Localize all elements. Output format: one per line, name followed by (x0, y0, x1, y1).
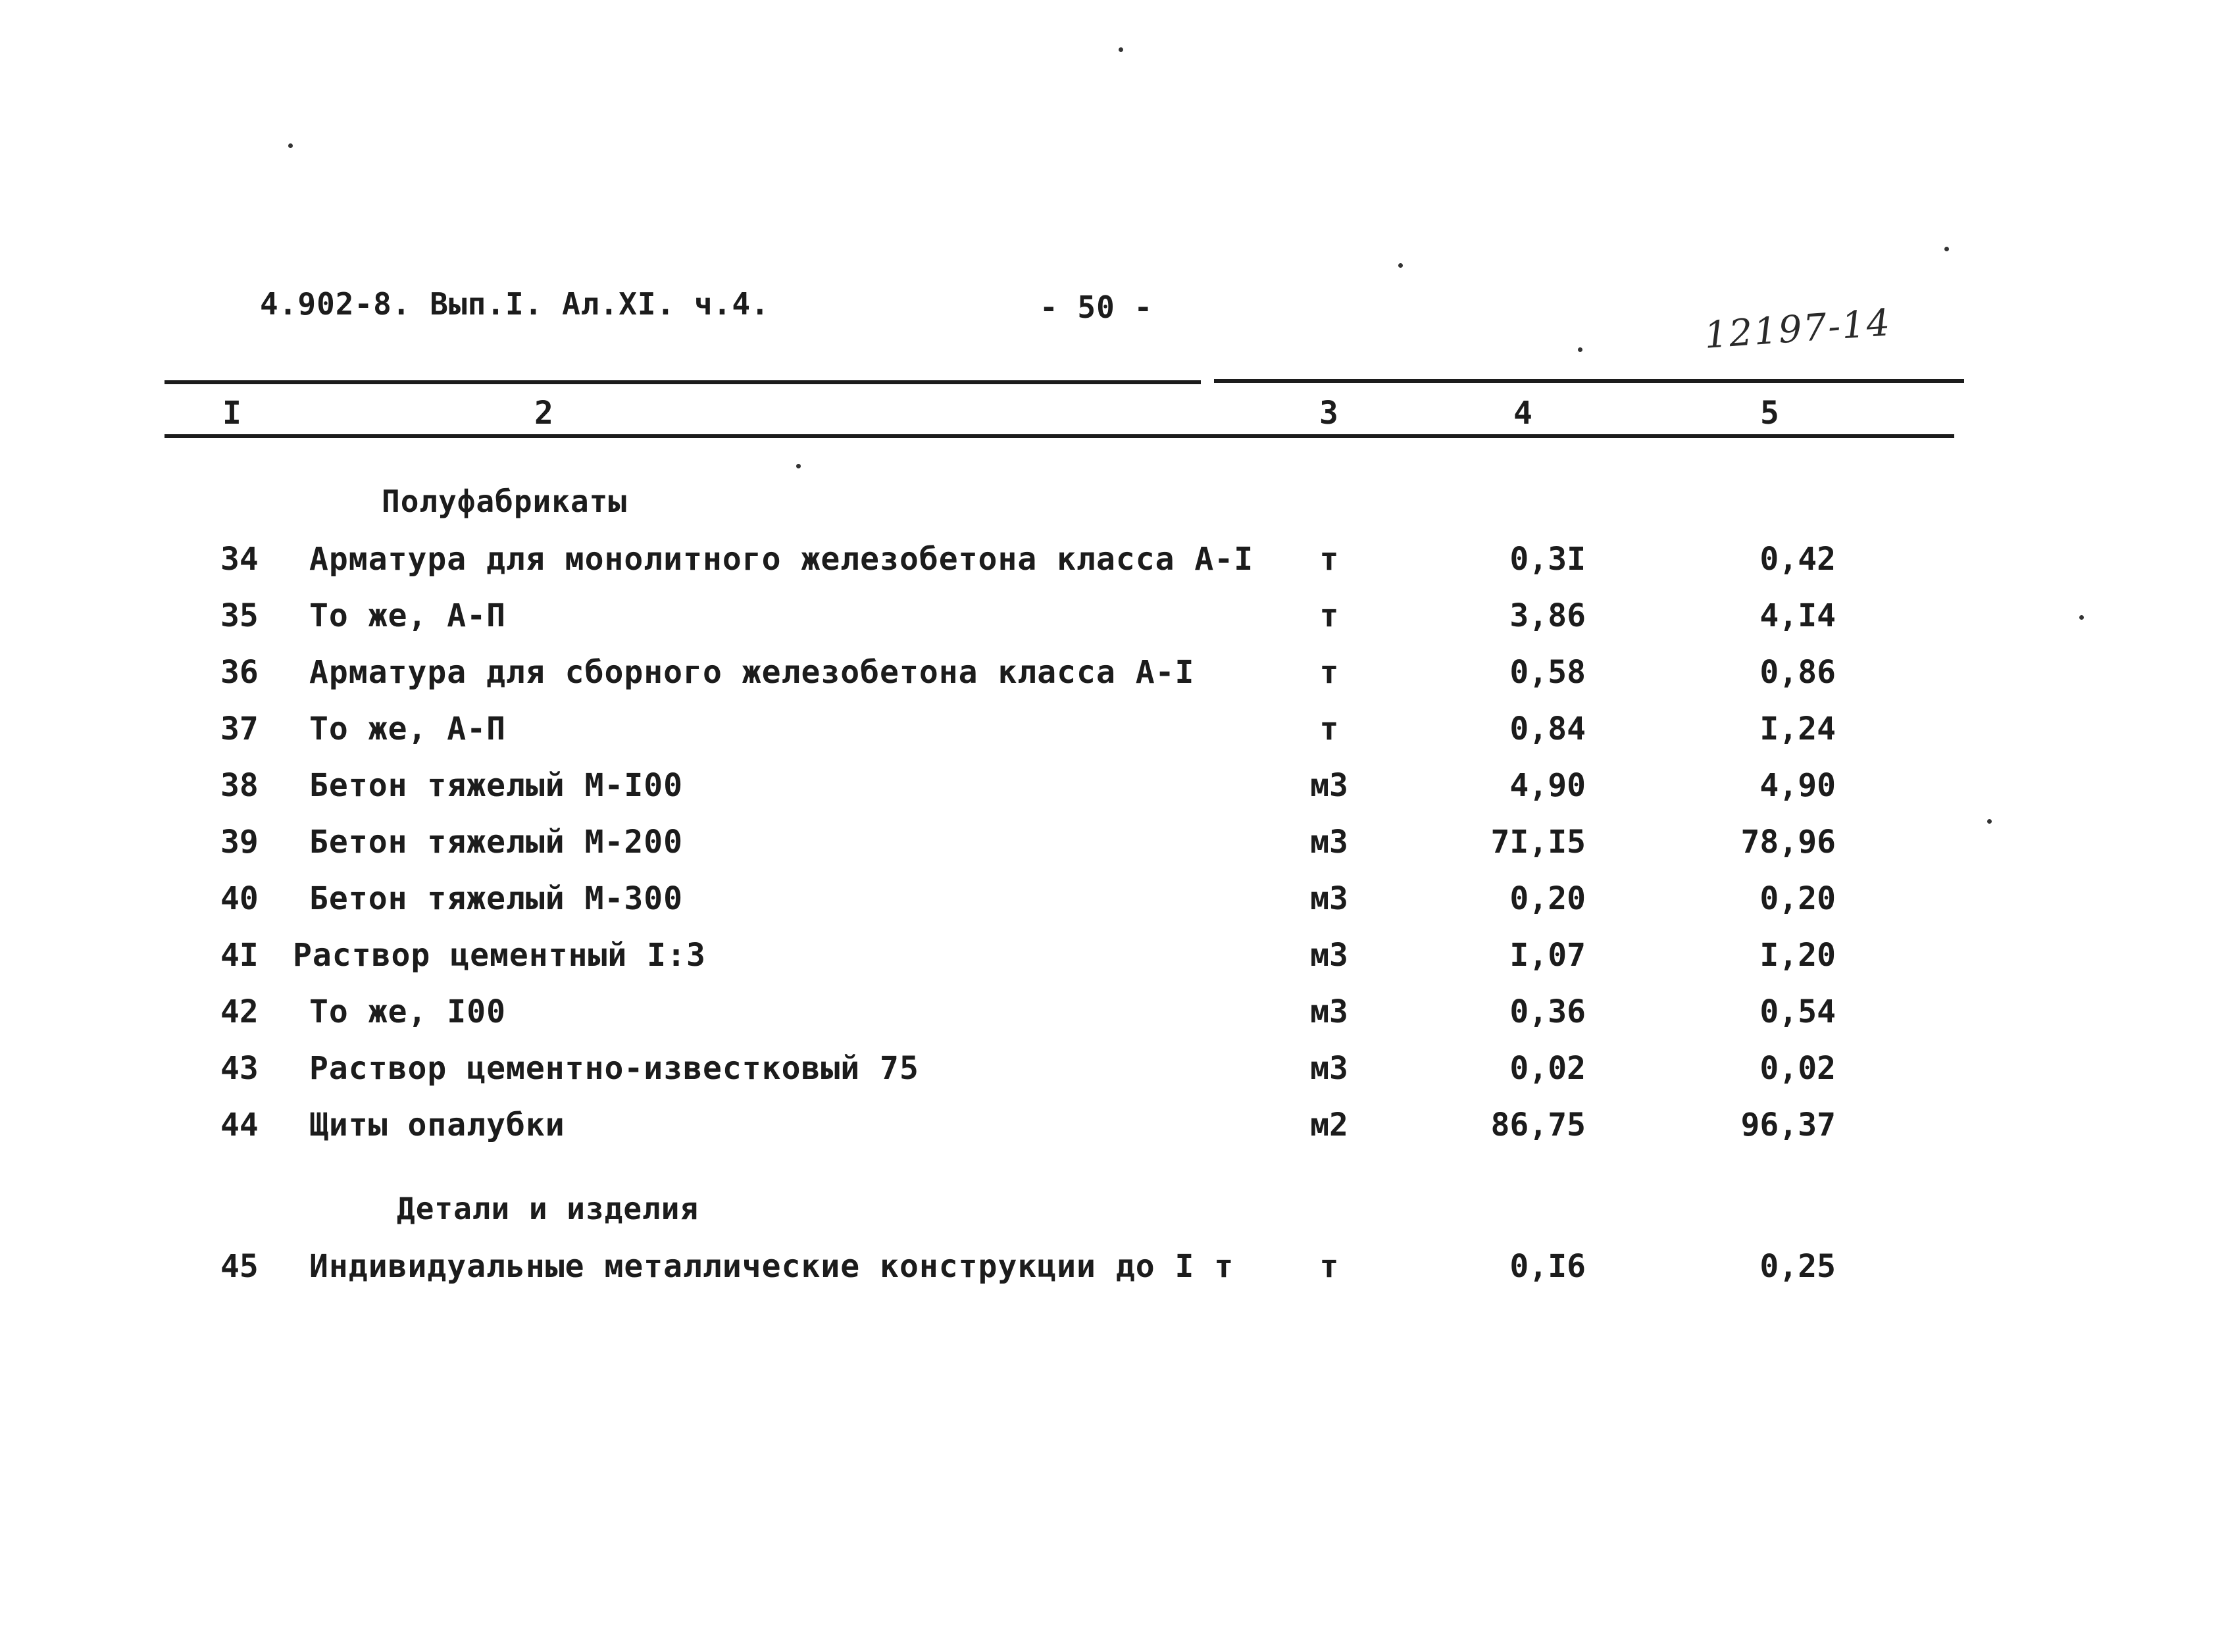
row-unit: м3 (1310, 880, 1348, 917)
table-row (0, 989, 2226, 1035)
row-value-col5: 0,25 (1759, 1248, 1836, 1285)
row-value-col5: 0,86 (1759, 654, 1836, 691)
row-unit: т (1319, 597, 1339, 634)
row-value-col5: 96,37 (1740, 1107, 1836, 1143)
row-value-col5: 78,96 (1740, 824, 1836, 861)
row-value-col4: 0,3I (1509, 541, 1586, 578)
row-name: Бетон тяжелый М-I00 (309, 767, 684, 804)
row-unit: т (1319, 711, 1339, 747)
scan-speck (2079, 615, 2084, 620)
row-number: 37 (220, 711, 259, 747)
table-row (0, 536, 2226, 582)
row-number: 42 (220, 993, 259, 1030)
row-number: 40 (220, 880, 259, 917)
row-unit: м3 (1310, 1050, 1348, 1087)
row-unit: м3 (1310, 824, 1348, 861)
table-row (0, 763, 2226, 809)
scan-speck (288, 143, 293, 148)
row-value-col4: I,07 (1509, 937, 1586, 974)
row-number: 44 (220, 1107, 259, 1143)
row-name: Бетон тяжелый М-300 (309, 880, 684, 917)
row-name: Раствор цементный I:3 (293, 937, 706, 974)
section-title-parts-and-products: Детали и изделия (397, 1191, 699, 1226)
table-row (0, 932, 2226, 978)
row-name: Индивидуальные металлические конструкции до I т (309, 1248, 1234, 1285)
scan-speck (1398, 263, 1403, 268)
row-unit: м2 (1310, 1107, 1348, 1143)
scan-speck (796, 464, 801, 468)
row-value-col5: 0,02 (1759, 1050, 1836, 1087)
row-number: 36 (220, 654, 259, 691)
table-row (0, 1243, 2226, 1289)
row-number: 45 (220, 1248, 259, 1285)
table-top-rule-left (164, 380, 1201, 384)
row-value-col5: I,24 (1759, 711, 1836, 747)
row-value-col5: 4,90 (1759, 767, 1836, 804)
row-unit: м3 (1310, 767, 1348, 804)
row-unit: т (1319, 541, 1339, 578)
row-number: 39 (220, 824, 259, 861)
table-row (0, 819, 2226, 865)
row-value-col4: 0,20 (1509, 880, 1586, 917)
column-header-5: 5 (1760, 395, 1779, 432)
scan-speck (1987, 819, 1992, 824)
row-number: 38 (220, 767, 259, 804)
row-name: Щиты опалубки (309, 1107, 565, 1143)
column-header-3: 3 (1319, 395, 1338, 432)
row-value-col5: 0,42 (1759, 541, 1836, 578)
row-name: Арматура для монолитного железобетона класса А-I (309, 541, 1254, 578)
row-number: 34 (220, 541, 259, 578)
handwritten-reference: 12197-14 (1703, 301, 1893, 357)
column-header-4: 4 (1513, 395, 1532, 432)
column-header-2: 2 (534, 395, 553, 432)
row-value-col5: I,20 (1759, 937, 1836, 974)
row-value-col4: 4,90 (1509, 767, 1586, 804)
row-value-col4: 0,36 (1509, 993, 1586, 1030)
row-unit: т (1319, 654, 1339, 691)
row-value-col5: 0,54 (1759, 993, 1836, 1030)
table-row (0, 1045, 2226, 1091)
scan-speck (1578, 347, 1582, 352)
row-unit: м3 (1310, 937, 1348, 974)
row-value-col4: 86,75 (1490, 1107, 1586, 1143)
table-row (0, 1102, 2226, 1148)
row-name: Бетон тяжелый М-200 (309, 824, 684, 861)
row-value-col4: 0,84 (1509, 711, 1586, 747)
row-name: То же, I00 (309, 993, 506, 1030)
column-header-rule (164, 434, 1954, 438)
row-name: Раствор цементно-известковый 75 (309, 1050, 919, 1087)
row-number: 4I (220, 937, 259, 974)
row-value-col4: 0,58 (1509, 654, 1586, 691)
row-number: 43 (220, 1050, 259, 1087)
document-reference: 4.902-8. Вып.I. Ал.XI. ч.4. (260, 286, 770, 322)
row-value-col5: 0,20 (1759, 880, 1836, 917)
row-value-col4: 0,I6 (1509, 1248, 1586, 1285)
row-number: 35 (220, 597, 259, 634)
section-title-semi-finished: Полуфабрикаты (382, 484, 628, 519)
table-row (0, 593, 2226, 639)
table-top-rule-right (1214, 379, 1964, 383)
row-value-col5: 4,I4 (1759, 597, 1836, 634)
row-unit: м3 (1310, 993, 1348, 1030)
scan-speck (1944, 247, 1949, 251)
row-name: Арматура для сборного железобетона класса А-I (309, 654, 1195, 691)
row-name: То же, А-П (309, 711, 506, 747)
scan-speck (1119, 47, 1123, 52)
row-value-col4: 0,02 (1509, 1050, 1586, 1087)
table-row (0, 706, 2226, 752)
column-header-1: I (222, 395, 241, 432)
row-value-col4: 3,86 (1509, 597, 1586, 634)
page-number: - 50 - (1040, 289, 1153, 325)
table-row (0, 649, 2226, 695)
row-unit: т (1319, 1248, 1339, 1285)
row-name: То же, А-П (309, 597, 506, 634)
row-value-col4: 7I,I5 (1490, 824, 1586, 861)
table-row (0, 876, 2226, 922)
